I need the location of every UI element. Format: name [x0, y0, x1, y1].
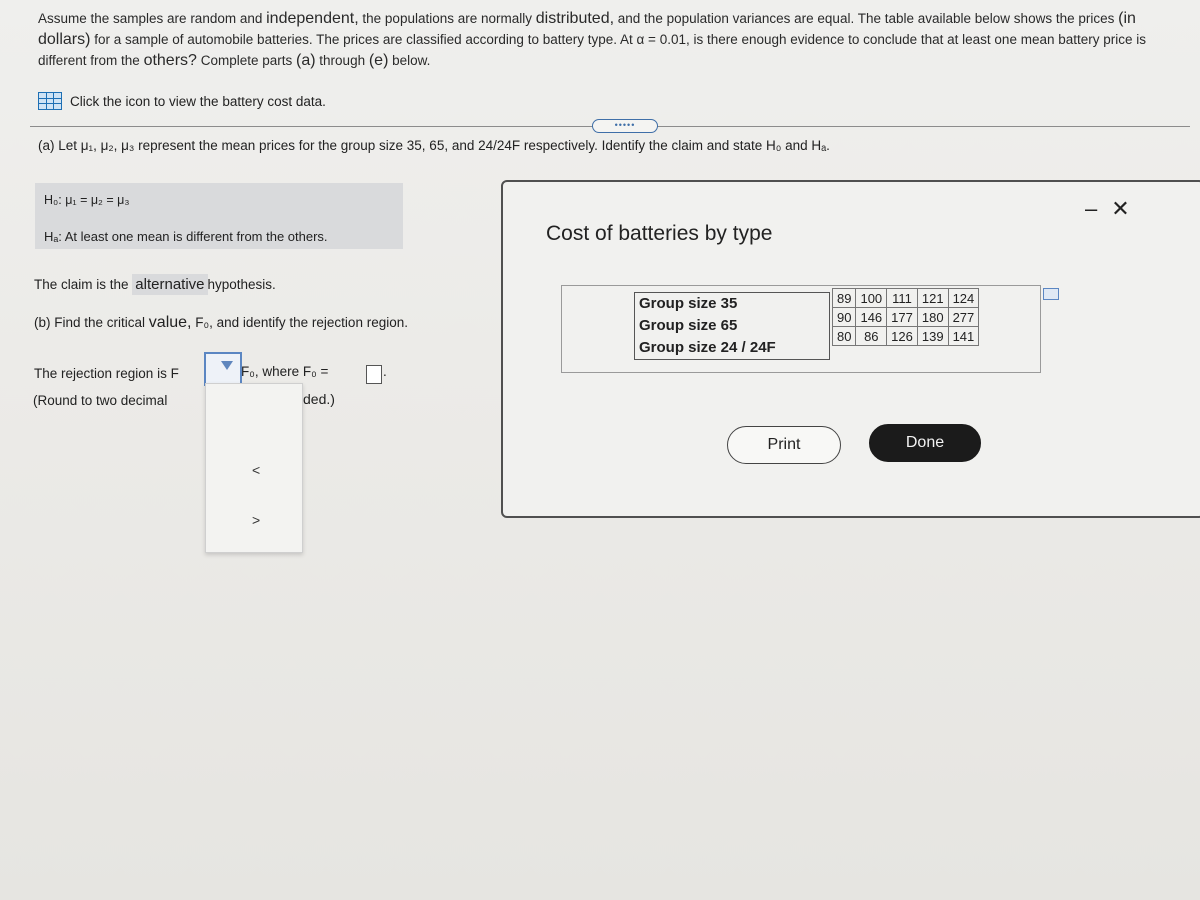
intro-text-10: (a) [295, 52, 316, 69]
table-cell: 124 [948, 289, 979, 308]
table-cell: 90 [833, 308, 856, 327]
intro-text-7: for a sample of automobile batteries. The prices are classified according to battery type. At α = 0.01, is there enough evidence to conclude that at least one mean battery price is different from the [38, 32, 1146, 68]
intro-text-4: distributed, [535, 10, 615, 27]
intro-text-1: Assume the samples are random and [38, 11, 267, 26]
table-cell: 277 [948, 308, 979, 327]
table-row [833, 308, 979, 327]
round-note-right: ded.) [303, 391, 335, 407]
table-cell: 100 [856, 289, 887, 308]
table-grid-icon[interactable] [38, 92, 62, 110]
intro-text-8: others? [143, 52, 197, 69]
claim-statement [34, 276, 276, 293]
print-button[interactable]: Print [727, 426, 841, 464]
close-icon[interactable]: ✕ [1111, 196, 1130, 221]
intro-text-13: below. [388, 53, 431, 68]
null-hypothesis-label: H₀: [44, 193, 62, 207]
critical-value-input[interactable] [366, 365, 382, 384]
table-cell: 111 [887, 289, 918, 308]
copy-data-icon[interactable] [1043, 288, 1059, 300]
table-cell: 89 [833, 289, 856, 308]
table-cell: 86 [856, 327, 887, 346]
alternative-hypothesis [44, 229, 328, 244]
rejection-region-suffix: F₀, where F₀ = [241, 364, 329, 379]
intro-text-6: (in dollars) [38, 10, 1136, 48]
battery-price-table [832, 288, 979, 346]
problem-statement [38, 8, 1188, 71]
dialog-title: Cost of batteries by type [546, 222, 773, 245]
rejection-period: . [383, 364, 387, 379]
question-b-emphasis: value, [148, 314, 192, 331]
dropdown-option-less-than[interactable]: < [252, 462, 261, 478]
rejection-region-prefix: The rejection region is F [34, 366, 179, 381]
table-cell: 146 [856, 308, 887, 327]
table-cell: 80 [833, 327, 856, 346]
question-b-prefix: (b) Find the critical [34, 315, 149, 330]
intro-text-12: (e) [368, 52, 389, 69]
group-label: Group size 24 / 24F [639, 339, 776, 356]
round-note-left: (Round to two decimal [33, 393, 168, 408]
group-labels [634, 292, 830, 360]
table-row [833, 327, 979, 346]
chevron-down-icon[interactable] [221, 361, 233, 370]
table-cell: 141 [948, 327, 979, 346]
table-cell: 126 [887, 327, 918, 346]
battery-data-link[interactable] [38, 92, 326, 110]
group-label: Group size 35 [639, 295, 738, 312]
claim-prefix: The claim is the [34, 277, 133, 292]
intro-text-2: independent, [266, 10, 359, 27]
table-cell: 121 [917, 289, 948, 308]
intro-text-3: the populations are normally [358, 11, 536, 26]
divider-expand-handle[interactable]: ••••• [592, 119, 658, 133]
intro-text-11: through [315, 53, 369, 68]
minimize-icon[interactable]: – [1085, 196, 1098, 221]
intro-text-9: Complete parts [196, 53, 296, 68]
table-cell: 139 [917, 327, 948, 346]
alternative-hypothesis-value: At least one mean is different from the others. [64, 229, 328, 244]
inequality-dropdown [205, 383, 303, 553]
question-b-suffix: F₀, and identify the rejection region. [191, 315, 408, 330]
question-b [34, 314, 408, 332]
intro-text-5: and the population variances are equal. The table available below shows the prices [614, 11, 1119, 26]
window-controls [1085, 196, 1130, 222]
battery-data-link-text[interactable]: Click the icon to view the battery cost data. [70, 93, 326, 109]
table-row [833, 289, 979, 308]
claim-answer: alternative [132, 274, 207, 295]
done-button[interactable]: Done [869, 424, 981, 462]
alternative-hypothesis-label: Hₐ: [44, 229, 62, 244]
table-cell: 180 [917, 308, 948, 327]
null-hypothesis-value: μ₁ = μ₂ = μ₃ [65, 193, 130, 207]
dropdown-option-greater-than[interactable]: > [252, 512, 261, 528]
claim-suffix: hypothesis. [207, 277, 276, 292]
question-a: (a) Let μ₁, μ₂, μ₃ represent the mean prices for the group size 35, 65, and 24/24F respectively. Identify the claim and state H₀ and Hₐ. [38, 138, 830, 153]
null-hypothesis [44, 193, 129, 207]
group-label: Group size 65 [639, 317, 738, 334]
table-cell: 177 [887, 308, 918, 327]
